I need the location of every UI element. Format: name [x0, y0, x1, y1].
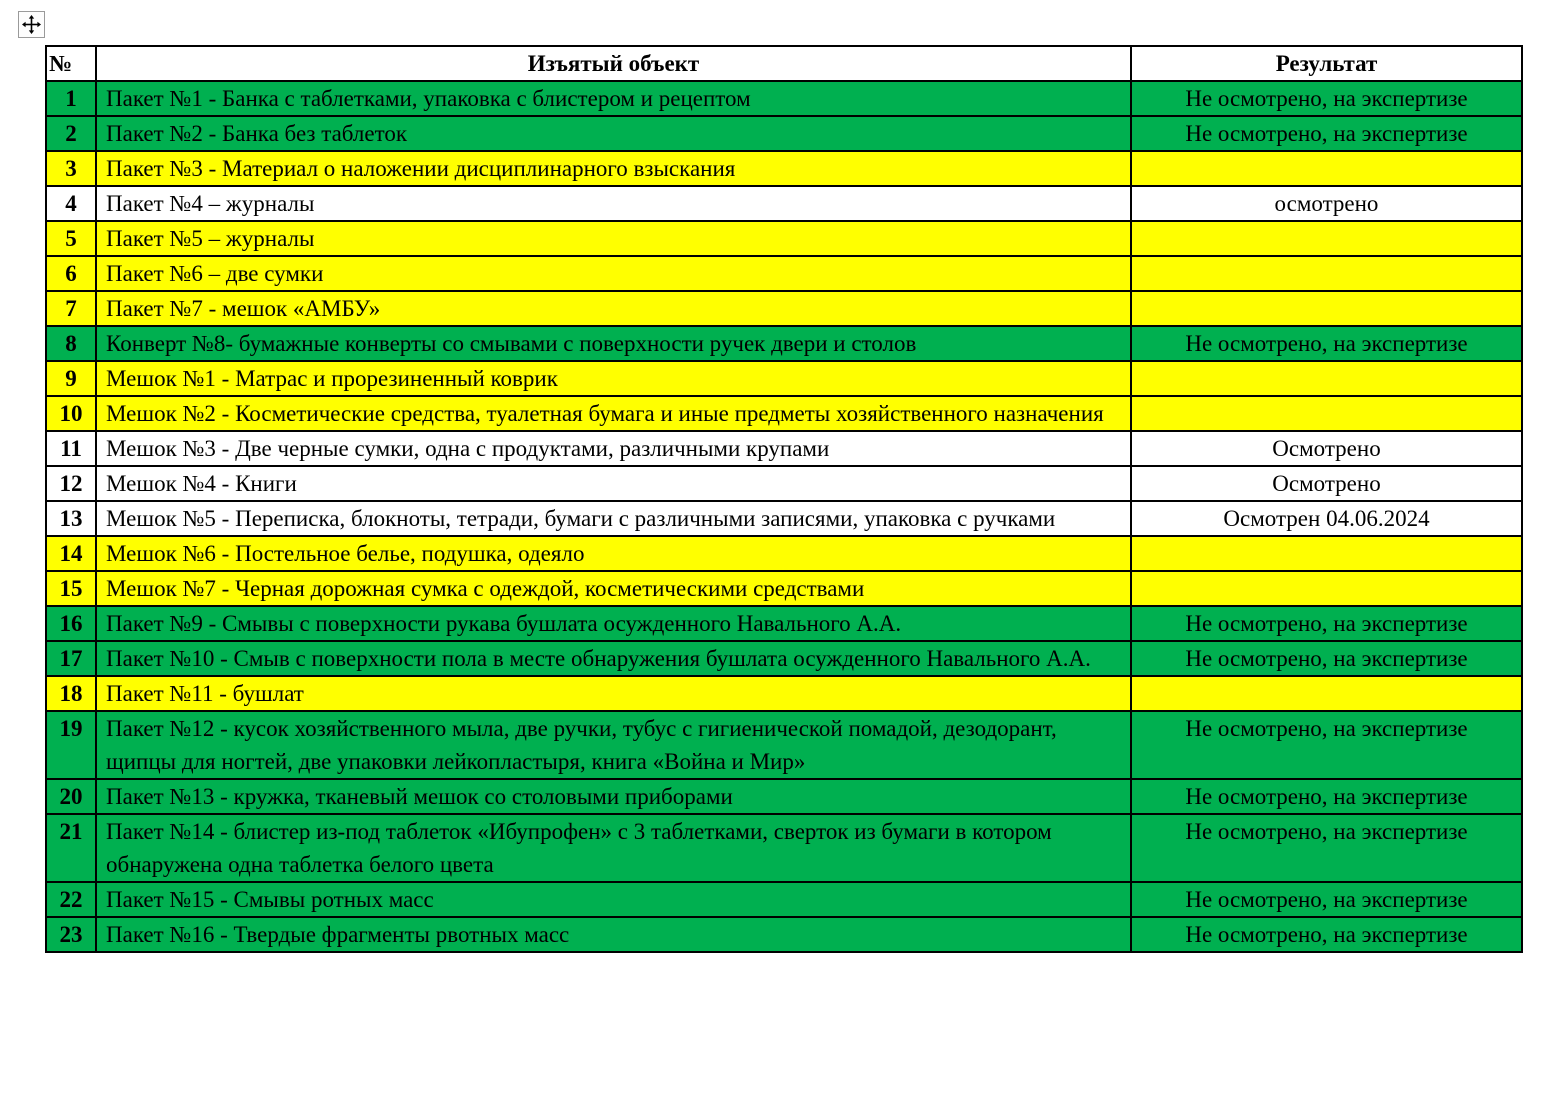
result-cell[interactable] — [1131, 256, 1522, 291]
row-number-cell-text: 14 — [59, 541, 83, 566]
row-number-cell-text: 5 — [65, 226, 77, 251]
table-row — [46, 221, 1522, 256]
seized-object-cell-text: Мешок №7 - Черная дорожная сумка с одеждой, косметическими средствами — [106, 576, 865, 601]
row-number-cell-text: 4 — [65, 191, 77, 216]
row-number-cell-text: 15 — [59, 576, 83, 601]
seized-object-cell-text: Пакет №2 - Банка без таблеток — [106, 121, 408, 146]
seized-object-cell[interactable] — [96, 431, 1131, 466]
table-row — [46, 917, 1522, 952]
row-number-cell[interactable] — [46, 501, 96, 536]
row-number-cell-text: 1 — [65, 86, 77, 111]
result-cell-text: Не осмотрено, на экспертизе — [1185, 887, 1468, 912]
seized-object-cell-text: Мешок №1 - Матрас и прорезиненный коврик — [106, 366, 558, 391]
table-row — [46, 116, 1522, 151]
row-number-cell[interactable] — [46, 606, 96, 641]
seized-object-cell-text: Пакет №15 - Смывы ротных масс — [106, 887, 434, 912]
result-cell-text: Не осмотрено, на экспертизе — [1185, 646, 1468, 671]
result-cell-text: Осмотрен 04.06.2024 — [1223, 506, 1430, 531]
seized-object-cell-text: Пакет №13 - кружка, тканевый мешок со столовыми приборами — [106, 784, 733, 809]
seized-object-cell-text: Мешок №5 - Переписка, блокноты, тетради, бумаги с различными записями, упаковка с ручками — [106, 506, 1056, 531]
result-cell[interactable] — [1131, 536, 1522, 571]
seized-object-cell-text: Пакет №5 – журналы — [106, 226, 315, 251]
row-number-cell[interactable] — [46, 361, 96, 396]
table-row — [46, 151, 1522, 186]
result-cell[interactable] — [1131, 81, 1522, 116]
table-row — [46, 186, 1522, 221]
row-number-cell[interactable] — [46, 116, 96, 151]
seized-object-cell[interactable] — [96, 466, 1131, 501]
result-cell-text: Не осмотрено, на экспертизе — [1185, 611, 1468, 636]
seized-object-cell[interactable] — [96, 536, 1131, 571]
row-number-cell[interactable] — [46, 882, 96, 917]
table-row — [46, 814, 1522, 882]
result-cell[interactable] — [1131, 711, 1522, 779]
row-number-cell[interactable] — [46, 81, 96, 116]
seized-object-cell[interactable] — [96, 676, 1131, 711]
seized-object-cell-text: Конверт №8- бумажные конверты со смывами с поверхности ручек двери и столов — [106, 331, 917, 356]
result-cell[interactable] — [1131, 466, 1522, 501]
seized-object-cell-text: Мешок №3 - Две черные сумки, одна с продуктами, различными крупами — [106, 436, 830, 461]
seized-object-cell-text: Пакет №14 - блистер из-под таблеток «Ибупрофен» с 3 таблетками, сверток из бумаги в котором обнаружена одна таблетка белого цвета — [106, 819, 1052, 877]
seized-object-cell[interactable] — [96, 882, 1131, 917]
table-row — [46, 641, 1522, 676]
seized-object-cell-text: Пакет №1 - Банка с таблетками, упаковка с блистером и рецептом — [106, 86, 751, 111]
result-cell-text: Осмотрено — [1272, 471, 1381, 496]
seized-object-cell[interactable] — [96, 291, 1131, 326]
row-number-cell[interactable] — [46, 466, 96, 501]
result-cell[interactable] — [1131, 361, 1522, 396]
table-row — [46, 676, 1522, 711]
row-number-cell[interactable] — [46, 917, 96, 952]
table-body — [46, 81, 1522, 952]
result-cell-text: Не осмотрено, на экспертизе — [1185, 922, 1468, 947]
table-row — [46, 396, 1522, 431]
result-cell-text: Не осмотрено, на экспертизе — [1185, 86, 1468, 111]
table-row — [46, 256, 1522, 291]
seized-object-cell[interactable] — [96, 917, 1131, 952]
column-header-object[interactable]: Изъятый объект — [96, 46, 1131, 81]
row-number-cell[interactable] — [46, 291, 96, 326]
seized-object-cell-text: Пакет №16 - Твердые фрагменты рвотных масс — [106, 922, 570, 947]
move-icon — [22, 15, 41, 34]
seized-object-cell[interactable] — [96, 151, 1131, 186]
table-row — [46, 501, 1522, 536]
row-number-cell-text: 7 — [65, 296, 77, 321]
result-cell[interactable] — [1131, 431, 1522, 466]
result-cell-text: Не осмотрено, на экспертизе — [1185, 784, 1468, 809]
row-number-cell[interactable] — [46, 814, 96, 882]
result-cell[interactable] — [1131, 606, 1522, 641]
result-cell[interactable] — [1131, 779, 1522, 814]
result-cell-text: Не осмотрено, на экспертизе — [1185, 819, 1468, 844]
row-number-cell-text: 3 — [65, 156, 77, 181]
result-cell[interactable] — [1131, 116, 1522, 151]
row-number-cell-text: 20 — [59, 784, 83, 809]
result-cell[interactable] — [1131, 151, 1522, 186]
table-row — [46, 606, 1522, 641]
table-row — [46, 466, 1522, 501]
result-cell[interactable] — [1131, 396, 1522, 431]
result-cell[interactable] — [1131, 221, 1522, 256]
header-row — [46, 46, 1522, 81]
row-number-cell[interactable] — [46, 256, 96, 291]
row-number-cell[interactable] — [46, 676, 96, 711]
row-number-cell[interactable] — [46, 186, 96, 221]
result-cell[interactable] — [1131, 291, 1522, 326]
table-row — [46, 81, 1522, 116]
seized-object-cell[interactable] — [96, 571, 1131, 606]
row-number-cell[interactable] — [46, 431, 96, 466]
row-number-cell-text: 17 — [59, 646, 83, 671]
seized-object-cell-text: Пакет №10 - Смыв с поверхности пола в месте обнаружения бушлата осужденного Навального А.А. — [106, 646, 1091, 671]
row-number-cell[interactable] — [46, 221, 96, 256]
row-number-cell-text: 19 — [59, 716, 83, 741]
seized-object-cell-text: Пакет №3 - Материал о наложении дисциплинарного взыскания — [106, 156, 736, 181]
result-cell-text: Не осмотрено, на экспертизе — [1185, 716, 1468, 741]
row-number-cell[interactable] — [46, 571, 96, 606]
result-cell-text: Не осмотрено, на экспертизе — [1185, 121, 1468, 146]
row-number-cell-text: 16 — [59, 611, 83, 636]
seized-object-cell[interactable] — [96, 186, 1131, 221]
row-number-cell-text: 13 — [59, 506, 83, 531]
seized-object-cell-text: Мешок №2 - Косметические средства, туалетная бумага и иные предметы хозяйственного назначения — [106, 401, 1104, 426]
table-move-handle[interactable] — [18, 11, 45, 38]
table-row — [46, 882, 1522, 917]
seized-object-cell[interactable] — [96, 814, 1131, 882]
result-cell[interactable] — [1131, 326, 1522, 361]
seized-object-cell-text: Мешок №6 - Постельное белье, подушка, одеяло — [106, 541, 585, 566]
row-number-cell-text: 11 — [60, 436, 82, 461]
table-row — [46, 326, 1522, 361]
seized-object-cell[interactable] — [96, 606, 1131, 641]
seized-object-cell[interactable] — [96, 361, 1131, 396]
evidence-table — [45, 45, 1523, 953]
seized-object-cell[interactable] — [96, 711, 1131, 779]
row-number-cell-text: 23 — [59, 922, 83, 947]
seized-object-cell-text: Пакет №12 - кусок хозяйственного мыла, две ручки, тубус с гигиенической помадой, дезодорант, щипцы для ногтей, две упаковки лейкопластыря, книга «Война и Мир» — [106, 716, 1057, 774]
column-header-result[interactable]: Результат — [1131, 46, 1522, 81]
row-number-cell-text: 21 — [59, 819, 83, 844]
seized-object-cell-text: Пакет №9 - Смывы с поверхности рукава бушлата осужденного Навального А.А. — [106, 611, 902, 636]
row-number-cell-text: 10 — [59, 401, 83, 426]
result-cell-text: Не осмотрено, на экспертизе — [1185, 331, 1468, 356]
result-cell[interactable] — [1131, 571, 1522, 606]
column-header-number[interactable]: № — [46, 46, 96, 81]
table-row — [46, 291, 1522, 326]
row-number-cell[interactable] — [46, 151, 96, 186]
result-cell[interactable] — [1131, 917, 1522, 952]
table-row — [46, 536, 1522, 571]
row-number-cell[interactable] — [46, 536, 96, 571]
table-row — [46, 779, 1522, 814]
table-row — [46, 571, 1522, 606]
row-number-cell[interactable] — [46, 641, 96, 676]
row-number-cell[interactable] — [46, 326, 96, 361]
seized-object-cell-text: Пакет №4 – журналы — [106, 191, 315, 216]
result-cell[interactable] — [1131, 882, 1522, 917]
seized-object-cell[interactable] — [96, 641, 1131, 676]
row-number-cell-text: 9 — [65, 366, 77, 391]
table-row — [46, 361, 1522, 396]
seized-object-cell-text: Мешок №4 - Книги — [106, 471, 297, 496]
result-cell[interactable] — [1131, 641, 1522, 676]
table-row — [46, 711, 1522, 779]
row-number-cell-text: 18 — [59, 681, 83, 706]
row-number-cell-text: 12 — [59, 471, 83, 496]
seized-object-cell[interactable] — [96, 116, 1131, 151]
row-number-cell-text: 22 — [59, 887, 83, 912]
seized-object-cell[interactable] — [96, 221, 1131, 256]
seized-object-cell-text: Пакет №6 – две сумки — [106, 261, 324, 286]
seized-object-cell[interactable] — [96, 396, 1131, 431]
table-row — [46, 431, 1522, 466]
seized-object-cell[interactable] — [96, 779, 1131, 814]
result-cell[interactable] — [1131, 814, 1522, 882]
result-cell-text: Осмотрено — [1272, 436, 1381, 461]
row-number-cell-text: 8 — [65, 331, 77, 356]
seized-object-cell[interactable] — [96, 81, 1131, 116]
seized-object-cell[interactable] — [96, 256, 1131, 291]
seized-object-cell[interactable] — [96, 326, 1131, 361]
result-cell[interactable] — [1131, 676, 1522, 711]
result-cell-text: осмотрено — [1274, 191, 1379, 216]
row-number-cell-text: 2 — [65, 121, 77, 146]
result-cell[interactable] — [1131, 186, 1522, 221]
row-number-cell[interactable] — [46, 711, 96, 779]
table-header — [46, 46, 1522, 81]
row-number-cell-text: 6 — [65, 261, 77, 286]
result-cell[interactable] — [1131, 501, 1522, 536]
row-number-cell[interactable] — [46, 779, 96, 814]
seized-object-cell-text: Пакет №11 - бушлат — [106, 681, 304, 706]
seized-object-cell-text: Пакет №7 - мешок «АМБУ» — [106, 296, 381, 321]
seized-object-cell[interactable] — [96, 501, 1131, 536]
row-number-cell[interactable] — [46, 396, 96, 431]
